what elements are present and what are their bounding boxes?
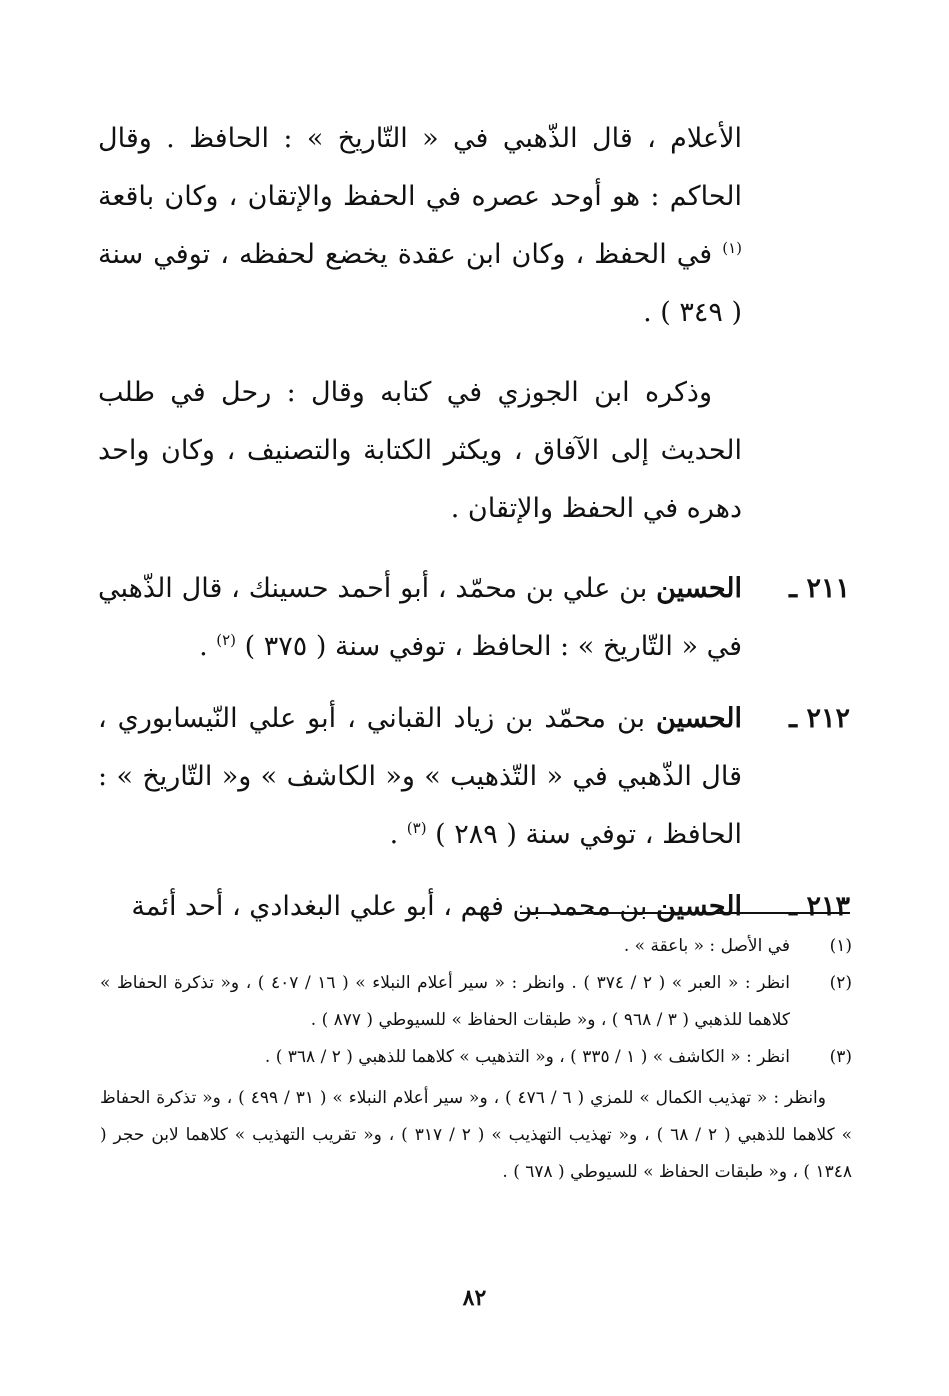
entry-212 (98, 690, 850, 864)
entry-end: . (199, 631, 217, 662)
footnote-text: في الأصل : « باعقة » . (623, 936, 790, 956)
entry-name: الحسين (656, 891, 742, 922)
entry-end: . (389, 819, 407, 850)
entry-body (98, 690, 742, 864)
footnote-ref-1: (١) (722, 239, 743, 257)
entry-text: بن محمّد بن زياد القباني ، أبو علي النّيسابوري ، قال الذّهبي في « التّذهيب » و« الكاشف » و« التّاريخ » : الحافظ ، توفي سنة ( ٢٨٩ ) (98, 703, 742, 850)
page-number: ٨٢ (462, 1285, 487, 1311)
footnote-text: انظر : « العبر » ( ٢ / ٣٧٤ ) . وانظر : « سير أعلام النبلاء » ( ١٦ / ٤٠٧ ) ، و« تذكرة الحفاظ » كلاهما للذهبي ( ٣ / ٩٦٨ ) ، و« طبقات الحفاظ » للسيوطي ( ٨٧٧ ) . (100, 973, 790, 1030)
entry-number: ٢١٢ ـ (789, 703, 850, 734)
paragraph-1-tail: في الحفظ ، وكان ابن عقدة يخضع لحفظه ، توفي سنة ( ٣٤٩ ) . (98, 239, 742, 328)
entry-211 (98, 560, 850, 676)
footnote-ref-2: (٢) (216, 631, 237, 649)
footnote-number: (٣) (829, 1047, 852, 1067)
entry-body (98, 560, 742, 676)
entry-name: الحسين (656, 573, 743, 604)
paragraph-1-text: الأعلام ، قال الذّهبي في « التّاريخ » : الحافظ . وقال الحاكم : هو أوحد عصره في الحفظ والإتقان ، وكان باقعة (98, 123, 742, 212)
footnote-continuation: وانظر : « تهذيب الكمال » للمزي ( ٦ / ٤٧٦ ) ، و« سير أعلام النبلاء » ( ٣١ / ٤٩٩ ) ، و« تذكرة الحفاظ » كلاهما للذهبي ( ٢ / ٦٨ ) ، و« تهذيب التهذيب » ( ٢ / ٣١٧ ) ، و« تقريب التهذيب » كلاهما لابن حجر ( ١٣٤٨ ) ، و« طبقات الحفاظ » للسيوطي ( ٦٧٨ ) . (100, 1088, 853, 1182)
footnote-number: (١) (829, 936, 852, 956)
main-text (98, 110, 850, 950)
footnotes (100, 928, 852, 1191)
footnote-ref-3: (٣) (406, 819, 427, 837)
footnote-2 (100, 965, 852, 1039)
entry-name: الحسين (656, 703, 742, 734)
footnote-text: انظر : « الكاشف » ( ١ / ٣٣٥ ) ، و« التذهيب » كلاهما للذهبي ( ٢ / ٣٦٨ ) . (264, 1047, 790, 1067)
entry-text: بن محمد بن فهم ، أبو علي البغدادي ، أحد أئمة (131, 891, 648, 922)
entry-text: بن علي بن محمّد ، أبو أحمد حسينك ، قال الذّهبي في « التّاريخ » : الحافظ ، توفي سنة ( ٣٧٥ ) (98, 573, 742, 662)
entry-number: ٢١١ ـ (789, 573, 850, 604)
footnote-divider (520, 912, 850, 914)
footnote-3 (100, 1039, 852, 1076)
entry-number: ٢١٣ ـ (789, 891, 850, 922)
footnote-number: (٢) (829, 973, 852, 993)
paragraph-1 (98, 110, 850, 342)
footnote-1 (100, 928, 852, 965)
paragraph-2: وذكره ابن الجوزي في كتابه وقال : رحل في طلب الحديث إلى الآفاق ، ويكثر الكتابة والتصنيف ، وكان واحد دهره في الحفظ والإتقان . (98, 377, 742, 524)
